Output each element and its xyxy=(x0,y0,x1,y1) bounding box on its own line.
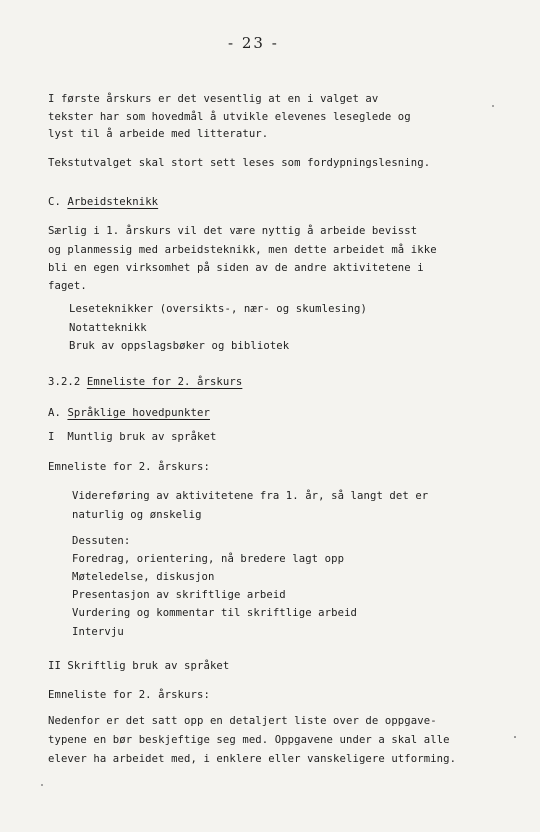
dessuten-item: Presentasjon av skriftlige arbeid xyxy=(72,589,286,601)
subheading-skriftlig: II Skriftlig bruk av språket xyxy=(48,660,230,672)
paragraph-line: og planmessig med arbeidsteknikk, men dette arbeidet må ikke xyxy=(48,244,437,256)
paragraph-line: typene en bør beskjeftige seg med. Oppgavene under a skal alle xyxy=(48,734,450,746)
section-322-number: 3.2.2 xyxy=(48,376,81,388)
paragraph-line: Nedenfor er det satt opp en detaljert liste over de oppgave- xyxy=(48,715,437,727)
paper-speck xyxy=(41,784,43,786)
paragraph-line: elever ha arbeidet med, i enklere eller vanskeligere utforming. xyxy=(48,753,457,765)
paper-speck xyxy=(492,105,494,107)
paragraph-line: I første årskurs er det vesentlig at en i valget av xyxy=(48,93,379,105)
subheading-muntlig: I Muntlig bruk av språket xyxy=(48,431,217,443)
section-322-heading xyxy=(48,377,242,388)
page-number: - 23 - xyxy=(228,34,279,52)
paper-speck xyxy=(514,736,516,738)
emneliste-label: Emneliste for 2. årskurs: xyxy=(48,689,210,701)
paragraph-line: tekster har som hovedmål å utvikle elevenes leseglede og xyxy=(48,111,411,123)
section-a-prefix: A. xyxy=(48,407,61,419)
paragraph-line: Særlig i 1. årskurs vil det være nyttig å arbeide bevisst xyxy=(48,225,418,237)
section-a-heading xyxy=(48,408,210,419)
section-c-heading xyxy=(48,197,158,208)
paragraph-line: lyst til å arbeide med litteratur. xyxy=(48,128,269,140)
dessuten-item: Foredrag, orientering, nå bredere lagt opp xyxy=(72,553,345,565)
section-c-title: Arbeidsteknikk xyxy=(67,196,159,208)
paragraph-line: faget. xyxy=(48,280,87,292)
emneliste-label: Emneliste for 2. årskurs: xyxy=(48,461,210,473)
section-322-title: Emneliste for 2. årskurs xyxy=(86,376,243,388)
paragraph-line: bli en egen virksomhet på siden av de andre aktivitetene i xyxy=(48,262,424,274)
dessuten-label: Dessuten: xyxy=(72,535,131,547)
paragraph-line: naturlig og ønskelig xyxy=(72,509,202,521)
dessuten-item: Møteledelse, diskusjon xyxy=(72,571,215,583)
technique-item: Leseteknikker (oversikts-, nær- og skumlesing) xyxy=(69,303,367,315)
paragraph-line: Videreføring av aktivitetene fra 1. år, så langt det er xyxy=(72,490,429,502)
section-c-prefix: C. xyxy=(48,196,61,208)
dessuten-item: Vurdering og kommentar til skriftlige arbeid xyxy=(72,607,358,619)
section-a-title: Språklige hovedpunkter xyxy=(67,407,210,419)
technique-item: Bruk av oppslagsbøker og bibliotek xyxy=(69,340,290,352)
technique-item: Notatteknikk xyxy=(69,322,147,334)
paragraph-line: Tekstutvalget skal stort sett leses som fordypningslesning. xyxy=(48,157,431,169)
dessuten-item: Intervju xyxy=(72,626,124,638)
